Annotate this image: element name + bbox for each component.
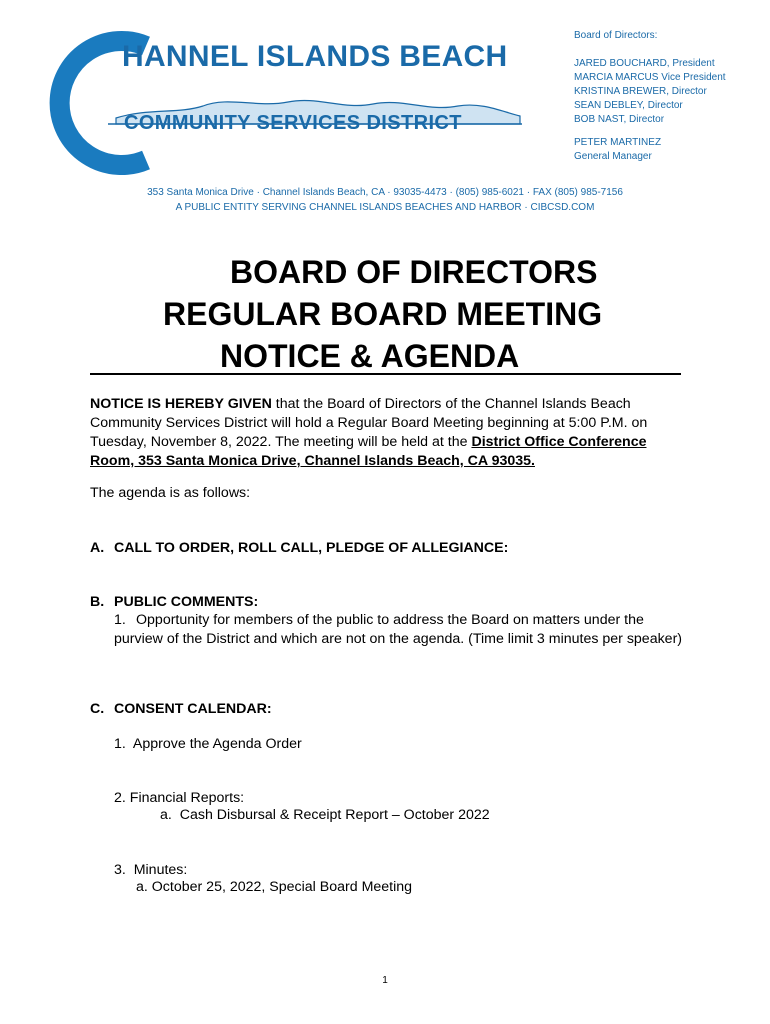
board-member: BOB NAST, Director: [574, 114, 665, 125]
title-line3: NOTICE & AGENDA: [220, 338, 520, 374]
section-b-item-number: 1.: [114, 612, 126, 628]
board-roster: [574, 29, 764, 164]
section-c-label: C.: [90, 701, 105, 717]
section-a-label: A.: [90, 540, 105, 556]
consent-item-agenda: 1. Approve the Agenda Order: [114, 736, 302, 752]
consent-subitem-cash: a. Cash Disbursal & Receipt Report – October 2022: [160, 807, 490, 823]
section-a-title: CALL TO ORDER, ROLL CALL, PLEDGE OF ALLEGIANCE:: [114, 540, 509, 556]
logo-title-line1: HANNEL ISLANDS BEACH: [122, 40, 508, 73]
agenda-intro: The agenda is as follows:: [90, 485, 251, 501]
consent-item-financial: 2. Financial Reports:: [114, 790, 245, 806]
title-divider: [90, 373, 681, 375]
board-member: SEAN DEBLEY, Director: [574, 100, 683, 111]
board-member: JARED BOUCHARD, President: [574, 58, 715, 69]
section-b-title: PUBLIC COMMENTS:: [114, 594, 259, 610]
meeting-location: District Office Conference Room, 353 Santa Monica Drive, Channel Islands Beach, CA 93035.: [90, 434, 647, 469]
board-member: KRISTINA BREWER, Director: [574, 86, 707, 97]
general-manager-name: PETER MARTINEZ: [574, 137, 662, 148]
consent-item-minutes: 3. Minutes:: [114, 862, 188, 878]
general-manager-title: General Manager: [574, 151, 652, 162]
page-number: 1: [382, 975, 388, 986]
title-line1: BOARD OF DIRECTORS: [230, 254, 598, 290]
title-line2: REGULAR BOARD MEETING: [163, 296, 603, 332]
section-b-label: B.: [90, 594, 105, 610]
notice-paragraph: [90, 395, 685, 471]
consent-subitem-minutes: a. October 25, 2022, Special Board Meeting: [136, 879, 413, 895]
section-b-item-text: Opportunity for members of the public to address the Board on matters under the purview of the District and which are not on the agenda. (Time limit 3 minutes per speaker): [114, 612, 683, 647]
address-line: 353 Santa Monica Drive · Channel Islands Beach, CA · 93035-4473 · (805) 985-6021 · FAX (805) 985-7156: [147, 187, 623, 198]
board-heading: Board of Directors:: [574, 30, 658, 41]
board-member: MARCIA MARCUS Vice President: [574, 72, 726, 83]
notice-lead: NOTICE IS HEREBY GIVEN: [90, 396, 272, 412]
logo-title-line2: COMMUNITY SERVICES DISTRICT: [124, 112, 462, 134]
tagline: A PUBLIC ENTITY SERVING CHANNEL ISLANDS BEACHES AND HARBOR · CIBCSD.COM: [175, 202, 595, 213]
section-c-title: CONSENT CALENDAR:: [114, 701, 272, 717]
notice-text: that the Board of Directors of the Channel Islands Beach Community Services District will hold a Regular Board Meeting beginning at 5:00 P.M. on Tuesday, November 8, 2022. The meeting will be held at the: [90, 396, 648, 450]
